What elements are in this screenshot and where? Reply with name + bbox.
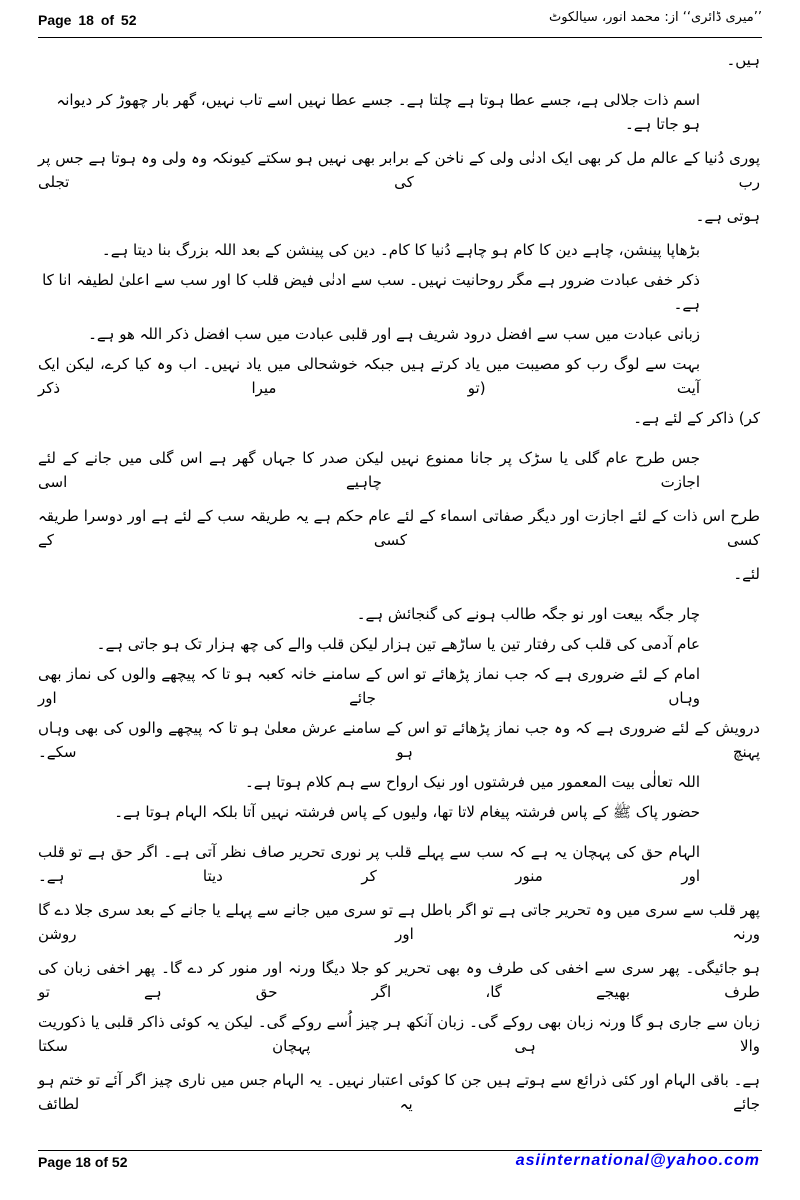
text-line: کر) ذاکر کے لئے ہے۔	[633, 409, 760, 427]
text-line: جس طرح عام گلی یا سڑک پر جانا ممنوع نہیں لیکن صدر کا جہاں گھر ہے اس گلی میں جانے کے لئے اجازت چاہیے اسی	[38, 449, 700, 491]
text-line: اسم ذات جلالی ہے، جسے عطا ہوتا ہے چلتا ہے۔ جسے عطا نہیں اسے تاب نہیں، گھر بار چھوڑ کر دیوانہ ہو جاتا ہے۔	[56, 91, 700, 133]
text-line: بہت سے لوگ رب کو مصیبت میں یاد کرتے ہیں جبکہ خوشحالی میں یاد نہیں۔ اب وہ کیا کرے، لیکن ایک آیت (تو میرا ذکر	[38, 355, 700, 397]
text-line: حضور پاک ﷺ کے پاس فرشتہ پیغام لاتا تھا، ولیوں کے پاس فرشتہ نہیں آتا بلکہ الہام ہوتا ہے۔	[114, 803, 700, 821]
text-line: لئے۔	[733, 565, 760, 583]
text-line: طرح اس ذات کے لئے اجازت اور دیگر صفاتی اسماء کے لئے عام حکم ہے یہ طریقہ سب کے لئے ہے اور دوسرا طریقہ کسی کسی کے	[38, 507, 760, 549]
text-line: ہیں۔	[726, 51, 760, 69]
footer-page-number: Page 18 of 52	[38, 1154, 128, 1170]
text-line: درویش کے لئے ضروری ہے کہ وہ جب نماز پڑھائے تو اس کے سامنے عرش معلیٰ ہو تا کہ پیچھے والوں کی بھی وہاں پہنچ ہو سکے۔	[38, 719, 760, 761]
footer-divider	[38, 1150, 762, 1151]
document-body	[38, 48, 760, 1116]
header-divider	[38, 37, 762, 38]
text-line: عام آدمی کی قلب کی رفتار تین یا ساڑھے تین ہزار لیکن قلب والے کی چھ ہزار تک ہو جاتی ہے۔	[96, 635, 700, 653]
header-document-title: ’’میری ڈائری‘‘ از: محمد انور، سیالکوٹ	[548, 10, 762, 25]
header-page-number: Page 18 of 52	[38, 12, 137, 28]
footer-email-link[interactable]: asiinternational@yahoo.com	[515, 1152, 760, 1169]
text-line: زبان سے جاری ہو گا ورنہ زبان بھی روکے گی۔ زبان آنکھ ہر چیز اُسے روکے گی۔ لیکن یہ کوئی ذاکر قلبی یا ذکوریت والا ہی پہچان سکتا	[38, 1013, 760, 1055]
text-line: ذکر خفی عبادت ضرور ہے مگر روحانیت نہیں۔ سب سے ادنٰی فیض قلب کا اور سب سے اعلیٰ لطیفہ انا کا ہے۔	[42, 271, 700, 313]
text-line: الہام حق کی پہچان یہ ہے کہ سب سے پہلے قلب پر نوری تحریر صاف نظر آتی ہے۔ اگر حق ہے تو قلب اور منور کر دیتا ہے۔	[38, 843, 700, 885]
text-line: بڑھاپا پینشن، چاہے دین کا کام ہو چاہے دُنیا کا کام۔ دین کی پینشن کے بعد اللہ بزرگ بنا دیتا ہے۔	[101, 241, 700, 259]
text-line: ہے۔ باقی الہام اور کئی ذرائع سے ہوتے ہیں جن کا کوئی اعتبار نہیں۔ یہ الہام جس میں ناری چیز اگر آئے تو ختم ہو جائے یہ لطائف	[38, 1071, 760, 1113]
text-line: زبانی عبادت میں سب سے افضل درود شریف ہے اور قلبی عبادت میں سب افضل ذکر اللہ ھو ہے۔	[88, 325, 700, 343]
text-line: پھر قلب سے سری میں وہ تحریر جاتی ہے تو اگر باطل ہے تو سری میں جانے سے پہلے یا جانے کے بعد سری جلا دے گا ورنہ اور روشن	[38, 901, 760, 943]
text-line: ہو جائیگی۔ پھر سری سے اخفی کی طرف وہ بھی تحریر کو جلا دیگا ورنہ اور منور کر دے گا۔ پھر اخفی زبان کی طرف بھیجے گا، اگر حق ہے تو	[38, 959, 760, 1001]
text-line: ہوتی ہے۔	[695, 207, 760, 225]
text-line: امام کے لئے ضروری ہے کہ جب نماز پڑھائے تو اس کے سامنے خانہ کعبہ ہو تا کہ پیچھے والوں کی نماز بھی وہاں جائے اور	[38, 665, 700, 707]
text-line: اللہ تعالٰی بیت المعمور میں فرشتوں اور نیک ارواح سے ہم کلام ہوتا ہے۔	[244, 773, 700, 791]
text-line: پوری دُنیا کے عالم مل کر بھی ایک ادنٰی ولی کے ناخن کے برابر بھی نہیں ہو سکتے کیونکہ وہ ولی وہ ہوتا ہے جس پر رب کی تجلی	[38, 149, 760, 191]
text-line: چار جگہ بیعت اور نو جگہ طالب ہونے کی گنجائش ہے۔	[356, 605, 700, 623]
